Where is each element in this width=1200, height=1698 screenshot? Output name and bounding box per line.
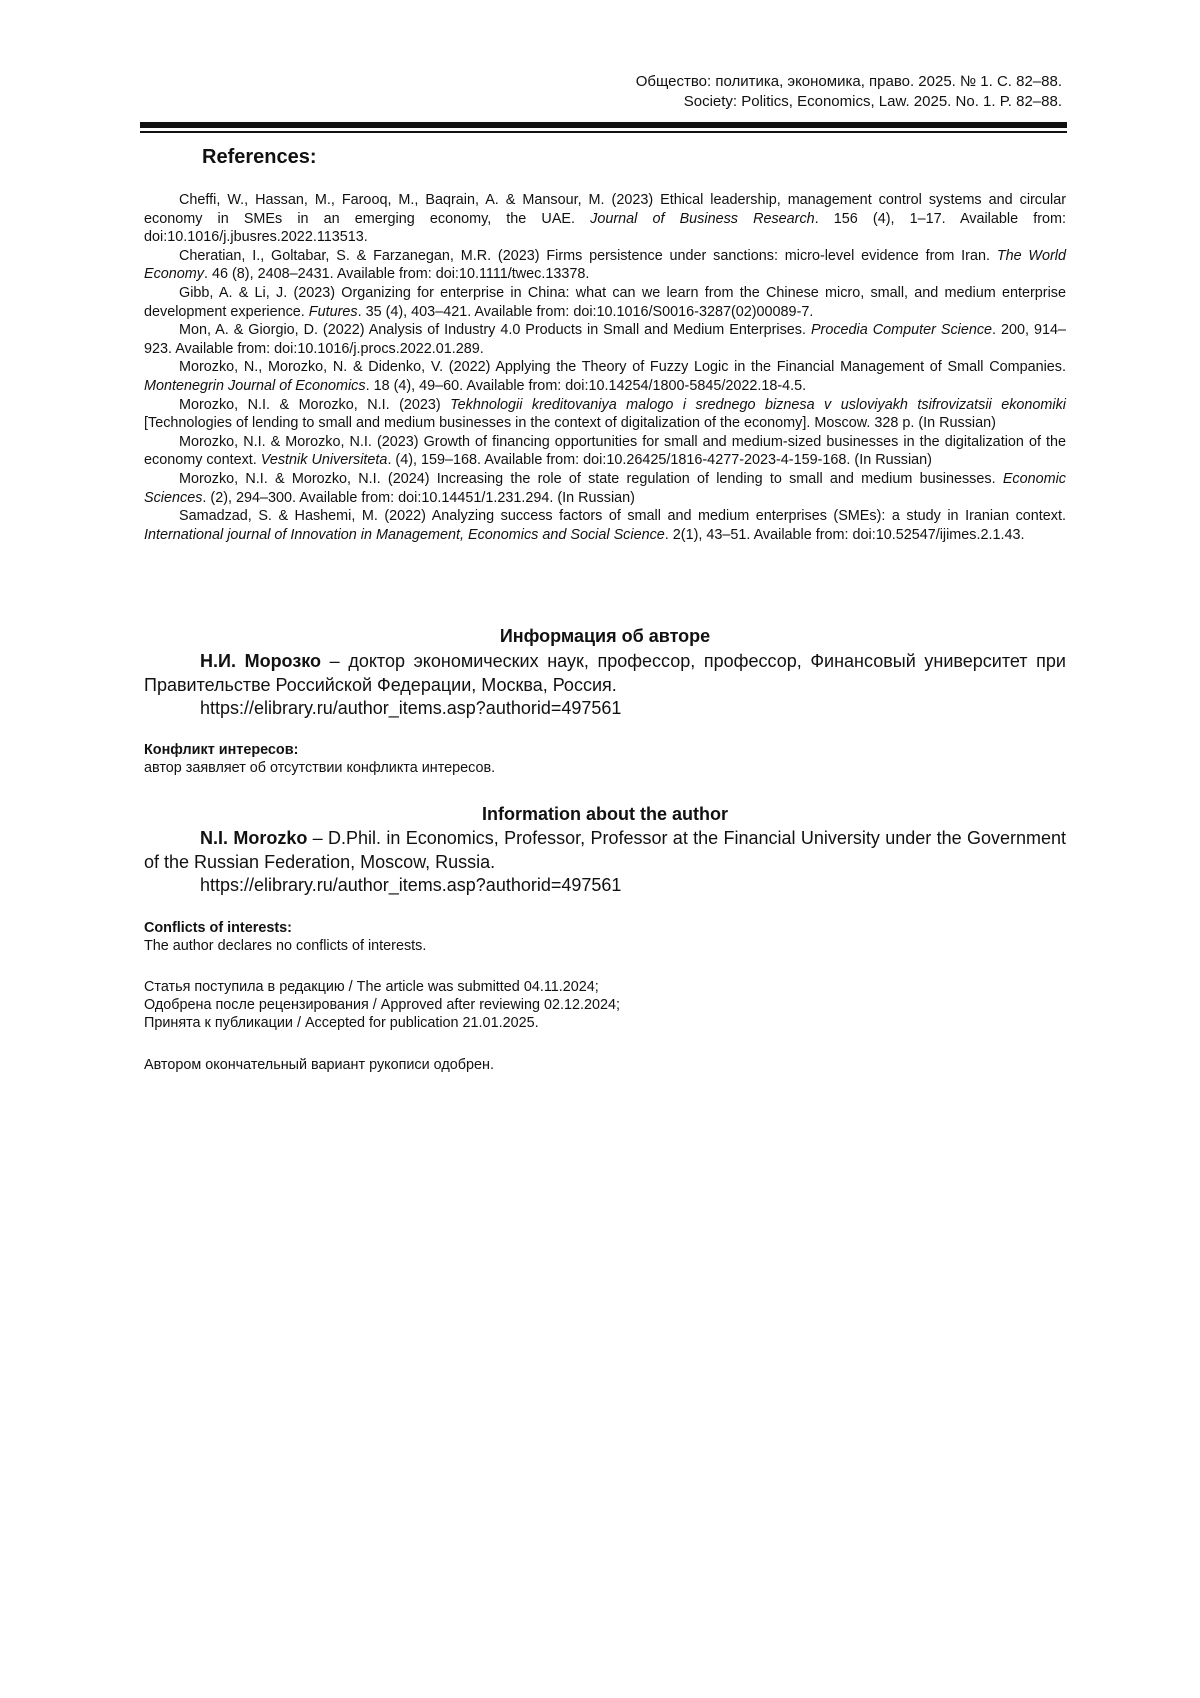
header-rule-thick [140, 122, 1067, 128]
references-heading: References: [202, 146, 317, 168]
author-info-heading-ru: Информация об авторе [499, 626, 711, 646]
conflict-label-en: Conflicts of interests: [144, 920, 292, 936]
author-info-ru [144, 650, 1066, 721]
reference-item: Cheffi, W., Hassan, M., Farooq, M., Baqrain, A. & Mansour, M. (2023) Ethical leadership, management control systems and circular economy in SMEs in an emerging economy, the UAE. Journal of Business Research. 156 (4), 1–17. Available from: doi:10.1016/j.jbusres.2022.113513. [144, 192, 1066, 246]
reference-item: Morozko, N.I. & Morozko, N.I. (2024) Increasing the role of state regulation of lending to small and medium businesses. Economic Sciences. (2), 294–300. Available from: doi:10.14451/1.231.294. (In Russian) [144, 470, 1066, 506]
author-name-en: N.I. Morozko [200, 828, 308, 848]
reference-item: Samadzad, S. & Hashemi, M. (2022) Analyzing success factors of small and medium enterprises (SMEs): a study in Iranian context. International journal of Innovation in Management, Economics and Social Science. 2(1), 43–51. Available from: doi:10.52547/ijimes.2.1.43. [144, 508, 1066, 543]
conflict-en [144, 919, 1066, 955]
reference-item: Gibb, A. & Li, J. (2023) Organizing for enterprise in China: what can we learn from the Chinese micro, small, and medium enterprise development experience. Futures. 35 (4), 403–421. Available from: doi:10.1016/S0016-3287(02)00089-7. [144, 284, 1066, 320]
date-submitted: Статья поступила в редакцию / The article was submitted 04.11.2024; [144, 979, 599, 995]
date-approved: Одобрена после рецензирования / Approved after reviewing 02.12.2024; [144, 997, 621, 1013]
header-rule-thin [140, 131, 1067, 133]
header-line-ru: Общество: политика, экономика, право. 2025. № 1. С. 82–88. [635, 73, 1062, 90]
author-bio-en: N.I. Morozko – D.Phil. in Economics, Professor, Professor at the Financial University under the Government of the Russian Federation, Moscow, Russia. [144, 828, 1066, 872]
references-list [144, 191, 1066, 544]
conflict-ru [144, 741, 1066, 777]
date-accepted: Принята к публикации / Accepted for publication 21.01.2025. [144, 1015, 539, 1031]
conflict-label-ru: Конфликт интересов: [144, 742, 299, 758]
header-line-en: Society: Politics, Economics, Law. 2025. No. 1. P. 82–88. [683, 93, 1062, 110]
reference-item: Morozko, N.I. & Morozko, N.I. (2023) Growth of financing opportunities for small and medium-sized businesses in the digitalization of the economy context. Vestnik Universiteta. (4), 159–168. Available from: doi:10.26425/1816-4277-2023-4-159-168. (In Russian) [144, 433, 1066, 469]
author-info-heading-en: Information about the author [482, 804, 728, 824]
final-note: Автором окончательный вариант рукописи одобрен. [144, 1057, 494, 1073]
reference-item: Mon, A. & Giorgio, D. (2022) Analysis of Industry 4.0 Products in Small and Medium Enterprises. Procedia Computer Science. 200, 914–923. Available from: doi:10.1016/j.procs.2022.01.289. [144, 322, 1066, 357]
author-link-ru[interactable]: https://elibrary.ru/author_items.asp?authorid=497561 [200, 698, 622, 718]
reference-item: Cheratian, I., Goltabar, S. & Farzanegan, M.R. (2023) Firms persistence under sanctions: micro-level evidence from Iran. The World Economy. 46 (8), 2408–2431. Available from: doi:10.1111/twec.13378. [144, 247, 1067, 283]
author-bio-ru: Н.И. Морозко – доктор экономических наук, профессор, профессор, Финансовый университет при Правительстве Российской Федерации, Москва, Россия. [144, 651, 1066, 695]
reference-item: Morozko, N., Morozko, N. & Didenko, V. (2022) Applying the Theory of Fuzzy Logic in the Financial Management of Small Companies. Montenegrin Journal of Economics. 18 (4), 49–60. Available from: doi:10.14254/1800-5845/2022.18-4.5. [144, 359, 1066, 394]
running-header [636, 72, 1062, 112]
author-link-en[interactable]: https://elibrary.ru/author_items.asp?authorid=497561 [200, 875, 622, 895]
author-info-en [144, 827, 1066, 898]
reference-item: Morozko, N.I. & Morozko, N.I. (2023) Tekhnologii kreditovaniya malogo i srednego biznesa v usloviyakh tsifrovizatsii ekonomiki [Technologies of lending to small and medium businesses in the context of digitalization of the economy]. Moscow. 328 p. (In Russian) [144, 396, 1066, 432]
article-dates [144, 978, 1066, 1032]
conflict-text-ru: автор заявляет об отсутствии конфликта интересов. [144, 760, 496, 776]
conflict-text-en: The author declares no conflicts of interests. [144, 938, 427, 954]
author-name-ru: Н.И. Морозко [200, 651, 322, 671]
